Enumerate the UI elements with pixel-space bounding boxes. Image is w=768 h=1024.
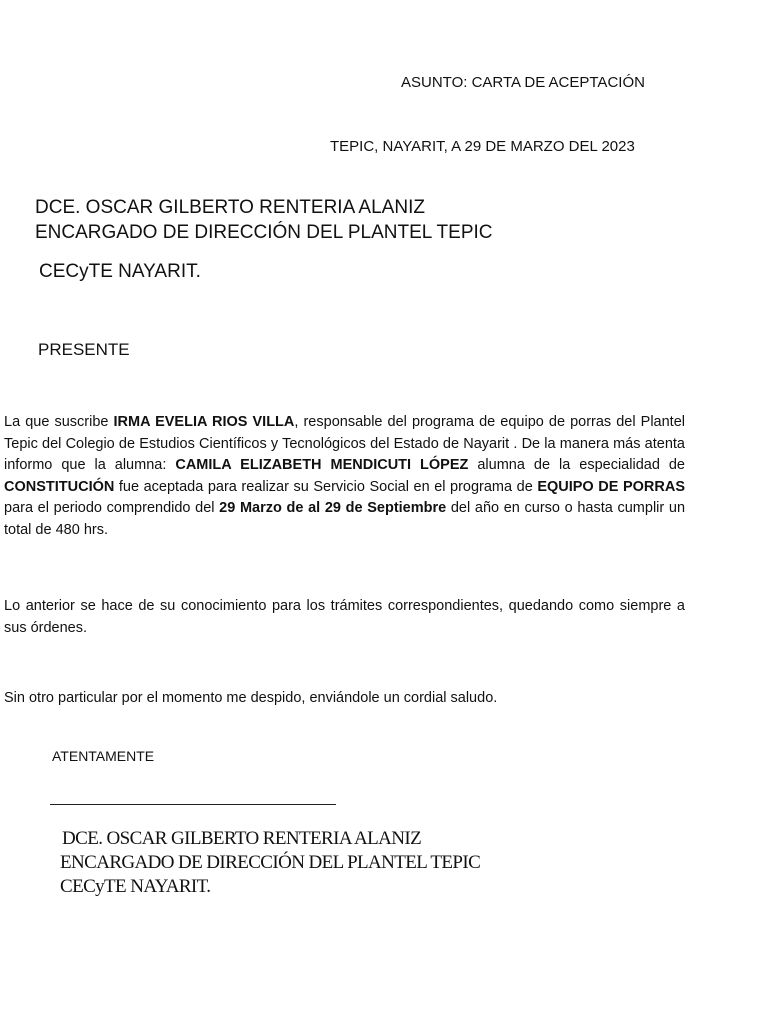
body-paragraph-1	[4, 412, 685, 541]
signatory-institution: CECyTE NAYARIT.	[60, 876, 211, 897]
body-paragraph-2: Lo anterior se hace de su conocimiento para los trámites correspondientes, quedando como siempre a sus órdenes.	[4, 598, 685, 636]
text-segment: La que suscribe	[4, 414, 114, 430]
text-segment: del año en curso o hasta cumplir un total de 480 hrs.	[4, 500, 686, 538]
signer-name: IRMA EVELIA RIOS VILLA	[113, 414, 295, 430]
text-segment: , responsable del programa de equipo de porras del Plantel Tepic del Colegio de Estudios Científicos y Tecnológicos del Estado de Nayarit . De la manera más atenta informo que la alumna:	[4, 414, 685, 473]
signatory-name: DCE. OSCAR GILBERTO RENTERIA ALANIZ	[62, 828, 422, 849]
student-name: CAMILA ELIZABETH MENDICUTI LÓPEZ	[175, 457, 469, 473]
letter-date: TEPIC, NAYARIT, A 29 DE MARZO DEL 2023	[330, 138, 635, 155]
addressee-name: DCE. OSCAR GILBERTO RENTERIA ALANIZ	[35, 197, 425, 218]
signature-line	[50, 804, 336, 805]
program-name: EQUIPO DE PORRAS	[537, 478, 685, 495]
text-segment: para el periodo comprendido del	[4, 500, 220, 516]
greeting: PRESENTE	[38, 340, 130, 359]
addressee-role: ENCARGADO DE DIRECCIÓN DEL PLANTEL TEPIC	[35, 222, 493, 243]
specialty: CONSTITUCIÓN	[4, 478, 115, 495]
addressee-institution: CECyTE NAYARIT.	[39, 261, 201, 282]
body-paragraph-3: Sin otro particular por el momento me despido, enviándole un cordial saludo.	[4, 690, 498, 706]
service-period: 29 Marzo de al 29 de Septiembre	[219, 500, 447, 516]
closing-salutation: ATENTAMENTE	[52, 748, 155, 764]
text-segment: alumna de la especialidad de	[468, 457, 685, 473]
letter-subject: ASUNTO: CARTA DE ACEPTACIÓN	[401, 74, 645, 91]
signatory-role: ENCARGADO DE DIRECCIÓN DEL PLANTEL TEPIC	[60, 852, 481, 873]
text-segment: fue aceptada para realizar su Servicio Social en el programa de	[114, 478, 538, 495]
